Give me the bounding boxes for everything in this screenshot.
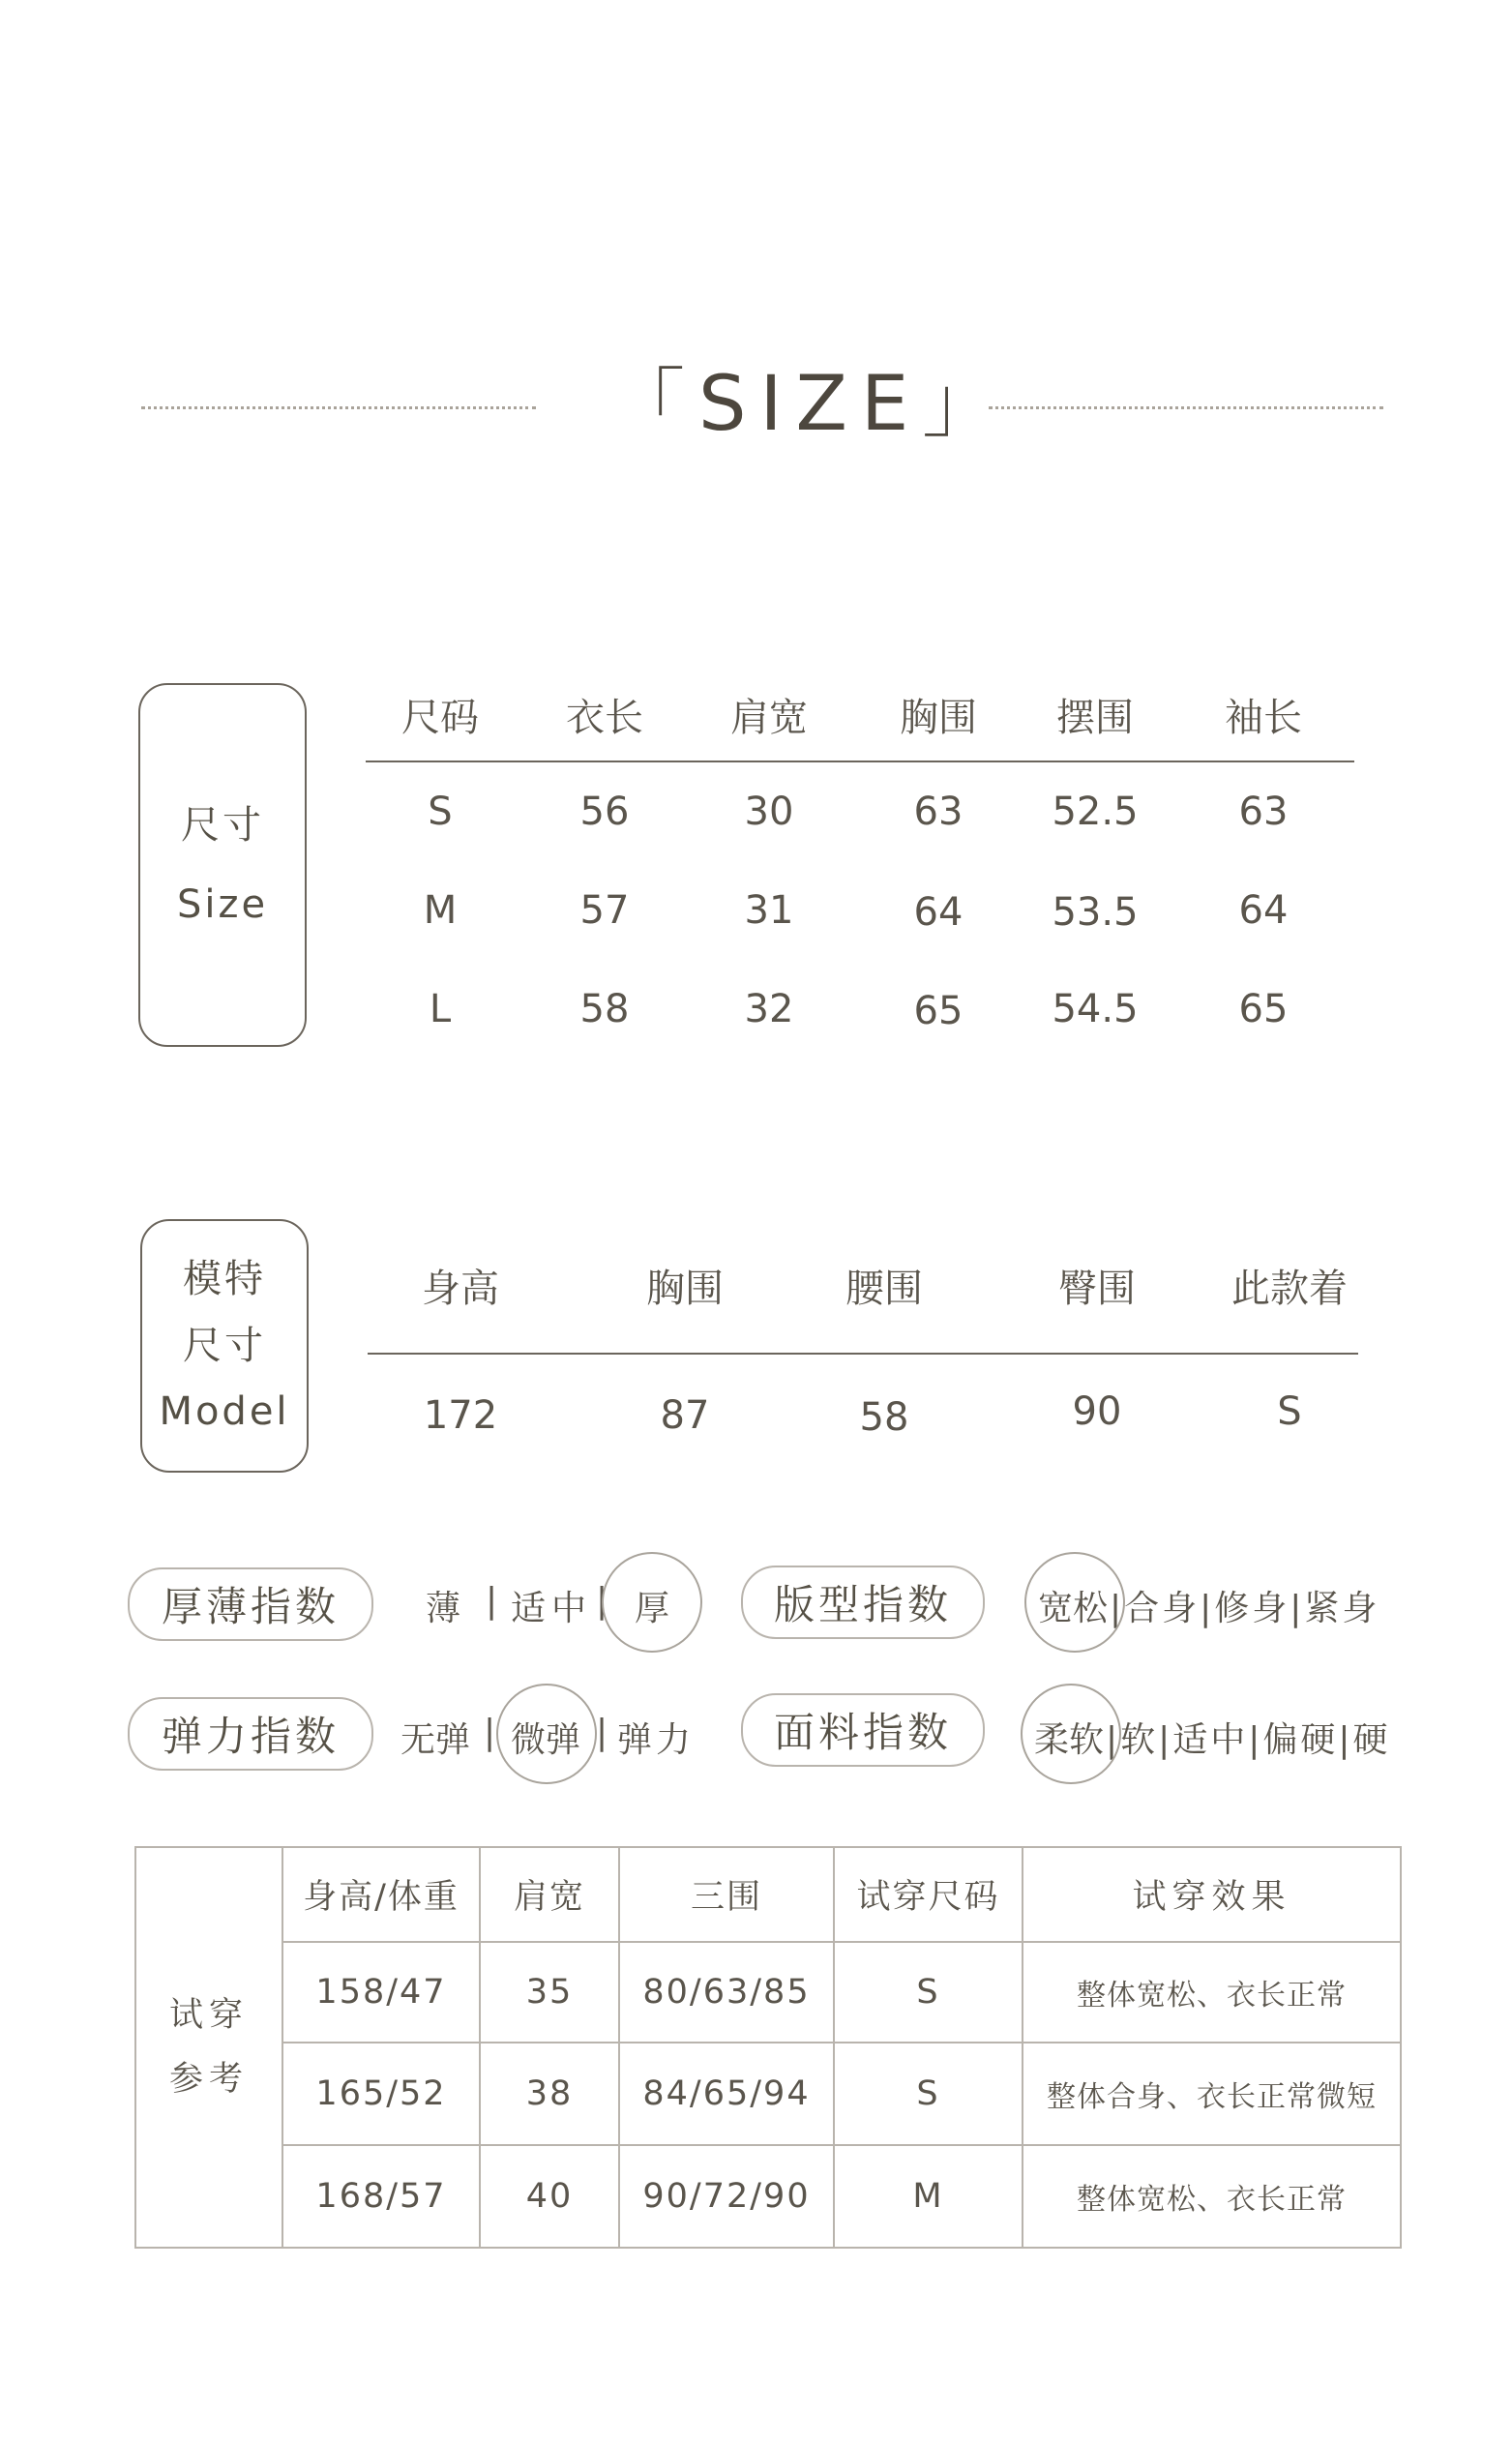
model-header-cell: 身高 (422, 1267, 499, 1311)
size-cell: 56 (579, 790, 630, 834)
size-header-cell: 胸围 (900, 696, 977, 740)
model-header-cell: 腰围 (845, 1267, 923, 1311)
size-cell: 32 (744, 987, 794, 1031)
model-label-line: Model (159, 1389, 290, 1435)
size-cell: 31 (744, 888, 794, 933)
model-header-cell: 胸围 (646, 1267, 724, 1311)
size-header-rule (366, 761, 1354, 762)
elasticity-index-pill: 弹力指数 (128, 1697, 373, 1771)
trial-side-line: 参考 (168, 2060, 249, 2099)
model-label-box (140, 1219, 309, 1473)
thickness-option: 适中 (511, 1589, 593, 1628)
size-cell: 64 (913, 890, 964, 935)
thickness-separator: | (486, 1581, 498, 1621)
model-header-cell: 此款着 (1231, 1267, 1348, 1311)
model-value-cell: S (1277, 1389, 1302, 1434)
trial-cell: 84/65/94 (619, 2043, 834, 2145)
size-cell: 63 (1238, 790, 1289, 834)
size-header-cell: 肩宽 (730, 696, 808, 740)
thickness-option: 薄 (426, 1589, 461, 1628)
size-cell: 65 (913, 989, 964, 1033)
model-value-cell: 172 (423, 1393, 498, 1438)
trial-header-cell: 身高/体重 (282, 1847, 480, 1942)
trial-cell: 40 (480, 2145, 619, 2248)
elasticity-option-selected: 微弹 (511, 1720, 581, 1760)
size-label-en: Size (176, 882, 269, 927)
size-header-cell: 尺码 (401, 696, 479, 740)
size-cell: 52.5 (1052, 790, 1139, 834)
trial-cell: 165/52 (282, 2043, 480, 2145)
thickness-selected-circle (602, 1552, 702, 1653)
size-cell: S (428, 790, 453, 834)
size-label-box (138, 683, 307, 1047)
trial-cell: 38 (480, 2043, 619, 2145)
thickness-index-pill: 厚薄指数 (128, 1567, 373, 1641)
elasticity-separator: | (484, 1713, 496, 1752)
page-title: 「SIZE」 (609, 361, 1012, 448)
table-row (135, 1942, 1401, 2043)
model-header-rule (368, 1353, 1358, 1355)
size-cell: 63 (913, 790, 964, 834)
trial-reference-table (134, 1846, 1402, 2249)
fabric-option-selected: 柔软 (1034, 1720, 1105, 1760)
fit-option-selected: 宽松 (1038, 1589, 1109, 1628)
size-header-cell: 衣长 (566, 696, 643, 740)
size-cell: M (423, 888, 458, 933)
fabric-selected-circle (1021, 1684, 1121, 1784)
trial-cell: 整体宽松、衣长正常 (1023, 1942, 1401, 2043)
fit-selected-circle (1024, 1552, 1125, 1653)
header-divider-left (141, 406, 536, 409)
size-cell: 30 (744, 790, 794, 834)
elasticity-selected-circle (496, 1684, 597, 1784)
trial-header-cell: 三围 (619, 1847, 834, 1942)
size-header-cell: 摆围 (1056, 696, 1134, 740)
elasticity-option: 无弹 (400, 1720, 471, 1760)
trial-header-cell: 试穿尺码 (834, 1847, 1023, 1942)
trial-cell: 整体宽松、衣长正常 (1023, 2145, 1401, 2248)
thickness-option-selected: 厚 (635, 1589, 670, 1628)
model-label-line: 模特 (183, 1256, 266, 1301)
trial-cell: 35 (480, 1942, 619, 2043)
fabric-index-pill: 面料指数 (741, 1693, 985, 1767)
fabric-options-rest: |软|适中|偏硬|硬 (1106, 1720, 1391, 1760)
elasticity-separator: | (596, 1713, 608, 1752)
trial-cell: M (834, 2145, 1023, 2248)
trial-cell: 168/57 (282, 2145, 480, 2248)
size-cell: 58 (579, 987, 630, 1031)
fit-index-pill: 版型指数 (741, 1566, 985, 1639)
size-cell: 57 (579, 888, 630, 933)
trial-side-label (135, 1847, 282, 2248)
trial-cell: 80/63/85 (619, 1942, 834, 2043)
size-cell: 65 (1238, 987, 1289, 1031)
header-divider-right (989, 406, 1383, 409)
thickness-separator: | (596, 1581, 608, 1621)
table-row (135, 2043, 1401, 2145)
model-header-cell: 臀围 (1058, 1267, 1136, 1311)
size-header-cell: 袖长 (1225, 696, 1302, 740)
model-value-cell: 90 (1072, 1389, 1122, 1434)
size-cell: 64 (1238, 888, 1289, 933)
trial-header-cell: 肩宽 (480, 1847, 619, 1942)
size-cell: 54.5 (1052, 987, 1139, 1031)
size-cell: L (429, 987, 452, 1031)
size-cell: 53.5 (1052, 890, 1139, 935)
trial-header-cell: 试穿效果 (1023, 1847, 1401, 1942)
model-label-line: 尺寸 (183, 1323, 266, 1368)
trial-cell: S (834, 2043, 1023, 2145)
elasticity-option: 弹力 (617, 1720, 696, 1760)
model-value-cell: 58 (859, 1395, 909, 1440)
size-label-cn: 尺寸 (181, 803, 264, 848)
trial-cell: 整体合身、衣长正常微短 (1023, 2043, 1401, 2145)
fit-options-rest: |合身|修身|紧身 (1110, 1589, 1380, 1628)
trial-cell: S (834, 1942, 1023, 2043)
trial-cell: 90/72/90 (619, 2145, 834, 2248)
trial-side-line: 试穿 (168, 1995, 249, 2035)
model-value-cell: 87 (660, 1393, 710, 1438)
table-row (135, 2145, 1401, 2248)
trial-cell: 158/47 (282, 1942, 480, 2043)
